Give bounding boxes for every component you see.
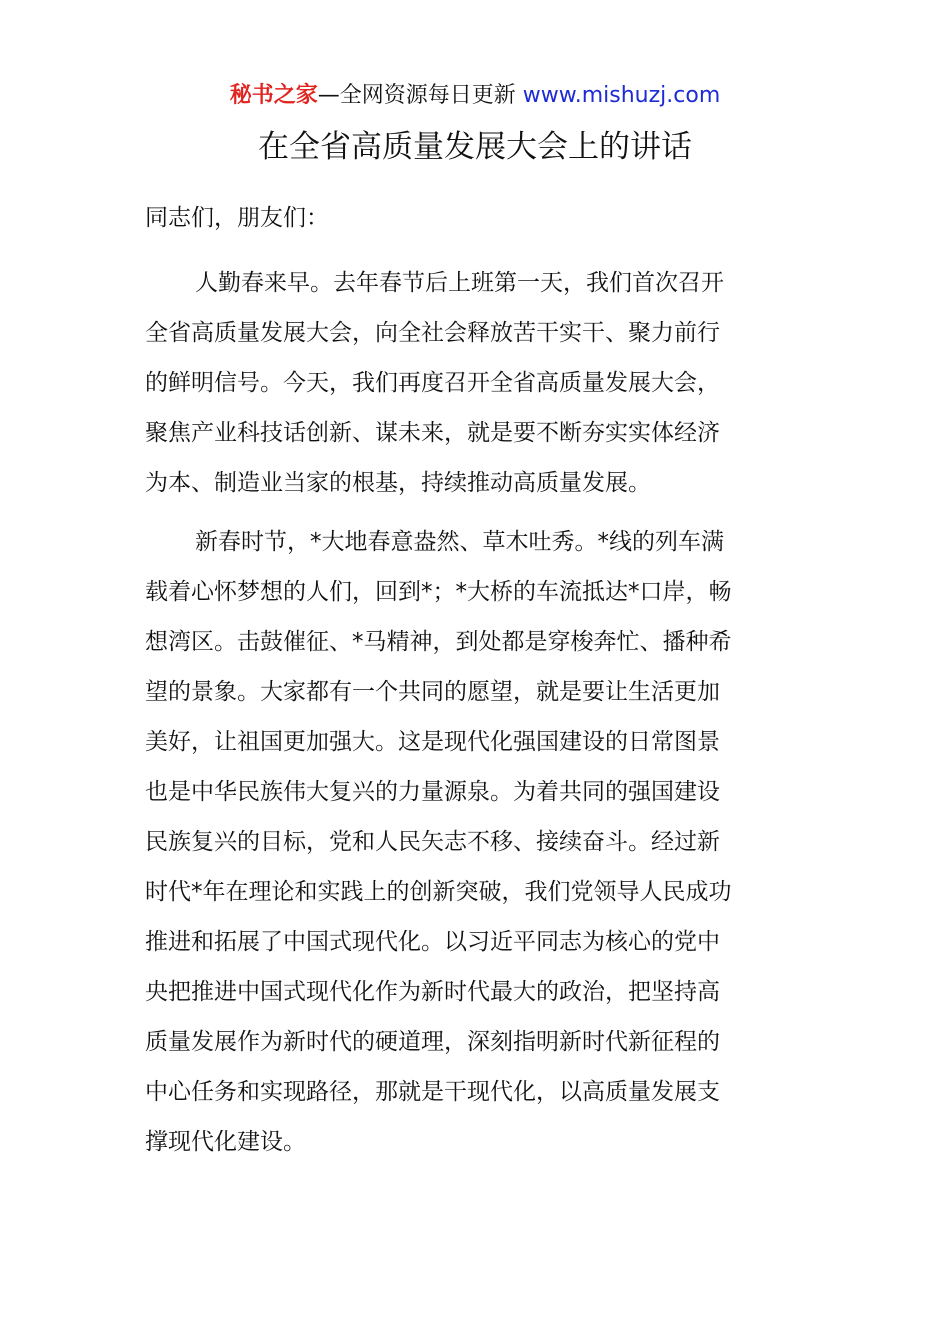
- paragraph-line: 聚焦产业科技话创新、谋未来，就是要不断夯实实体经济: [145, 420, 720, 446]
- paragraph-line: 全省高质量发展大会，向全社会释放苦干实干、聚力前行: [145, 320, 720, 346]
- paragraph-line: 望的景象。大家都有一个共同的愿望，就是要让生活更加: [145, 679, 720, 705]
- paragraph-line: 撑现代化建设。: [145, 1129, 306, 1155]
- paragraph-line: 中心任务和实现路径，那就是干现代化，以高质量发展支: [145, 1079, 720, 1105]
- paragraph-line: 时代*年在理论和实践上的创新突破，我们党领导人民成功: [145, 879, 732, 905]
- paragraph-line: 的鲜明信号。今天，我们再度召开全省高质量发展大会，: [145, 370, 720, 396]
- site-brand: 秘书之家: [229, 83, 318, 108]
- paragraph-line: 为本、制造业当家的根基，持续推动高质量发展。: [145, 470, 651, 496]
- paragraph-1: [145, 258, 815, 508]
- paragraph-line: 央把推进中国式现代化作为新时代最大的政治，把坚持高: [145, 979, 720, 1005]
- salutation: 同志们，朋友们：: [145, 205, 329, 231]
- paragraph-line: 美好，让祖国更加强大。这是现代化强国建设的日常图景: [145, 729, 720, 755]
- paragraph-line: 推进和拓展了中国式现代化。以习近平同志为核心的党中: [145, 929, 720, 955]
- paragraph-line: 民族复兴的目标，党和人民矢志不移、接续奋斗。经过新: [145, 829, 720, 855]
- paragraph-line: 新春时节，*大地春意盎然、草木吐秀。*线的列车满: [195, 529, 724, 555]
- site-tagline: —全网资源每日更新: [317, 83, 516, 108]
- paragraph-line: 载着心怀梦想的人们，回到*；*大桥的车流抵达*口岸，畅: [145, 579, 732, 605]
- paragraph-line: 人勤春来早。去年春节后上班第一天，我们首次召开: [195, 270, 724, 296]
- site-url-link[interactable]: www.mishuzj.com: [522, 83, 721, 108]
- paragraph-line: 也是中华民族伟大复兴的力量源泉。为着共同的强国建设: [145, 779, 720, 805]
- document-title: 在全省高质量发展大会上的讲话: [258, 129, 692, 165]
- paragraph-line: 质量发展作为新时代的硬道理，深刻指明新时代新征程的: [145, 1029, 720, 1055]
- paragraph-2: [145, 517, 815, 1167]
- paragraph-line: 想湾区。击鼓催征、*马精神，到处都是穿梭奔忙、播种希: [145, 629, 732, 655]
- site-header: [0, 80, 950, 112]
